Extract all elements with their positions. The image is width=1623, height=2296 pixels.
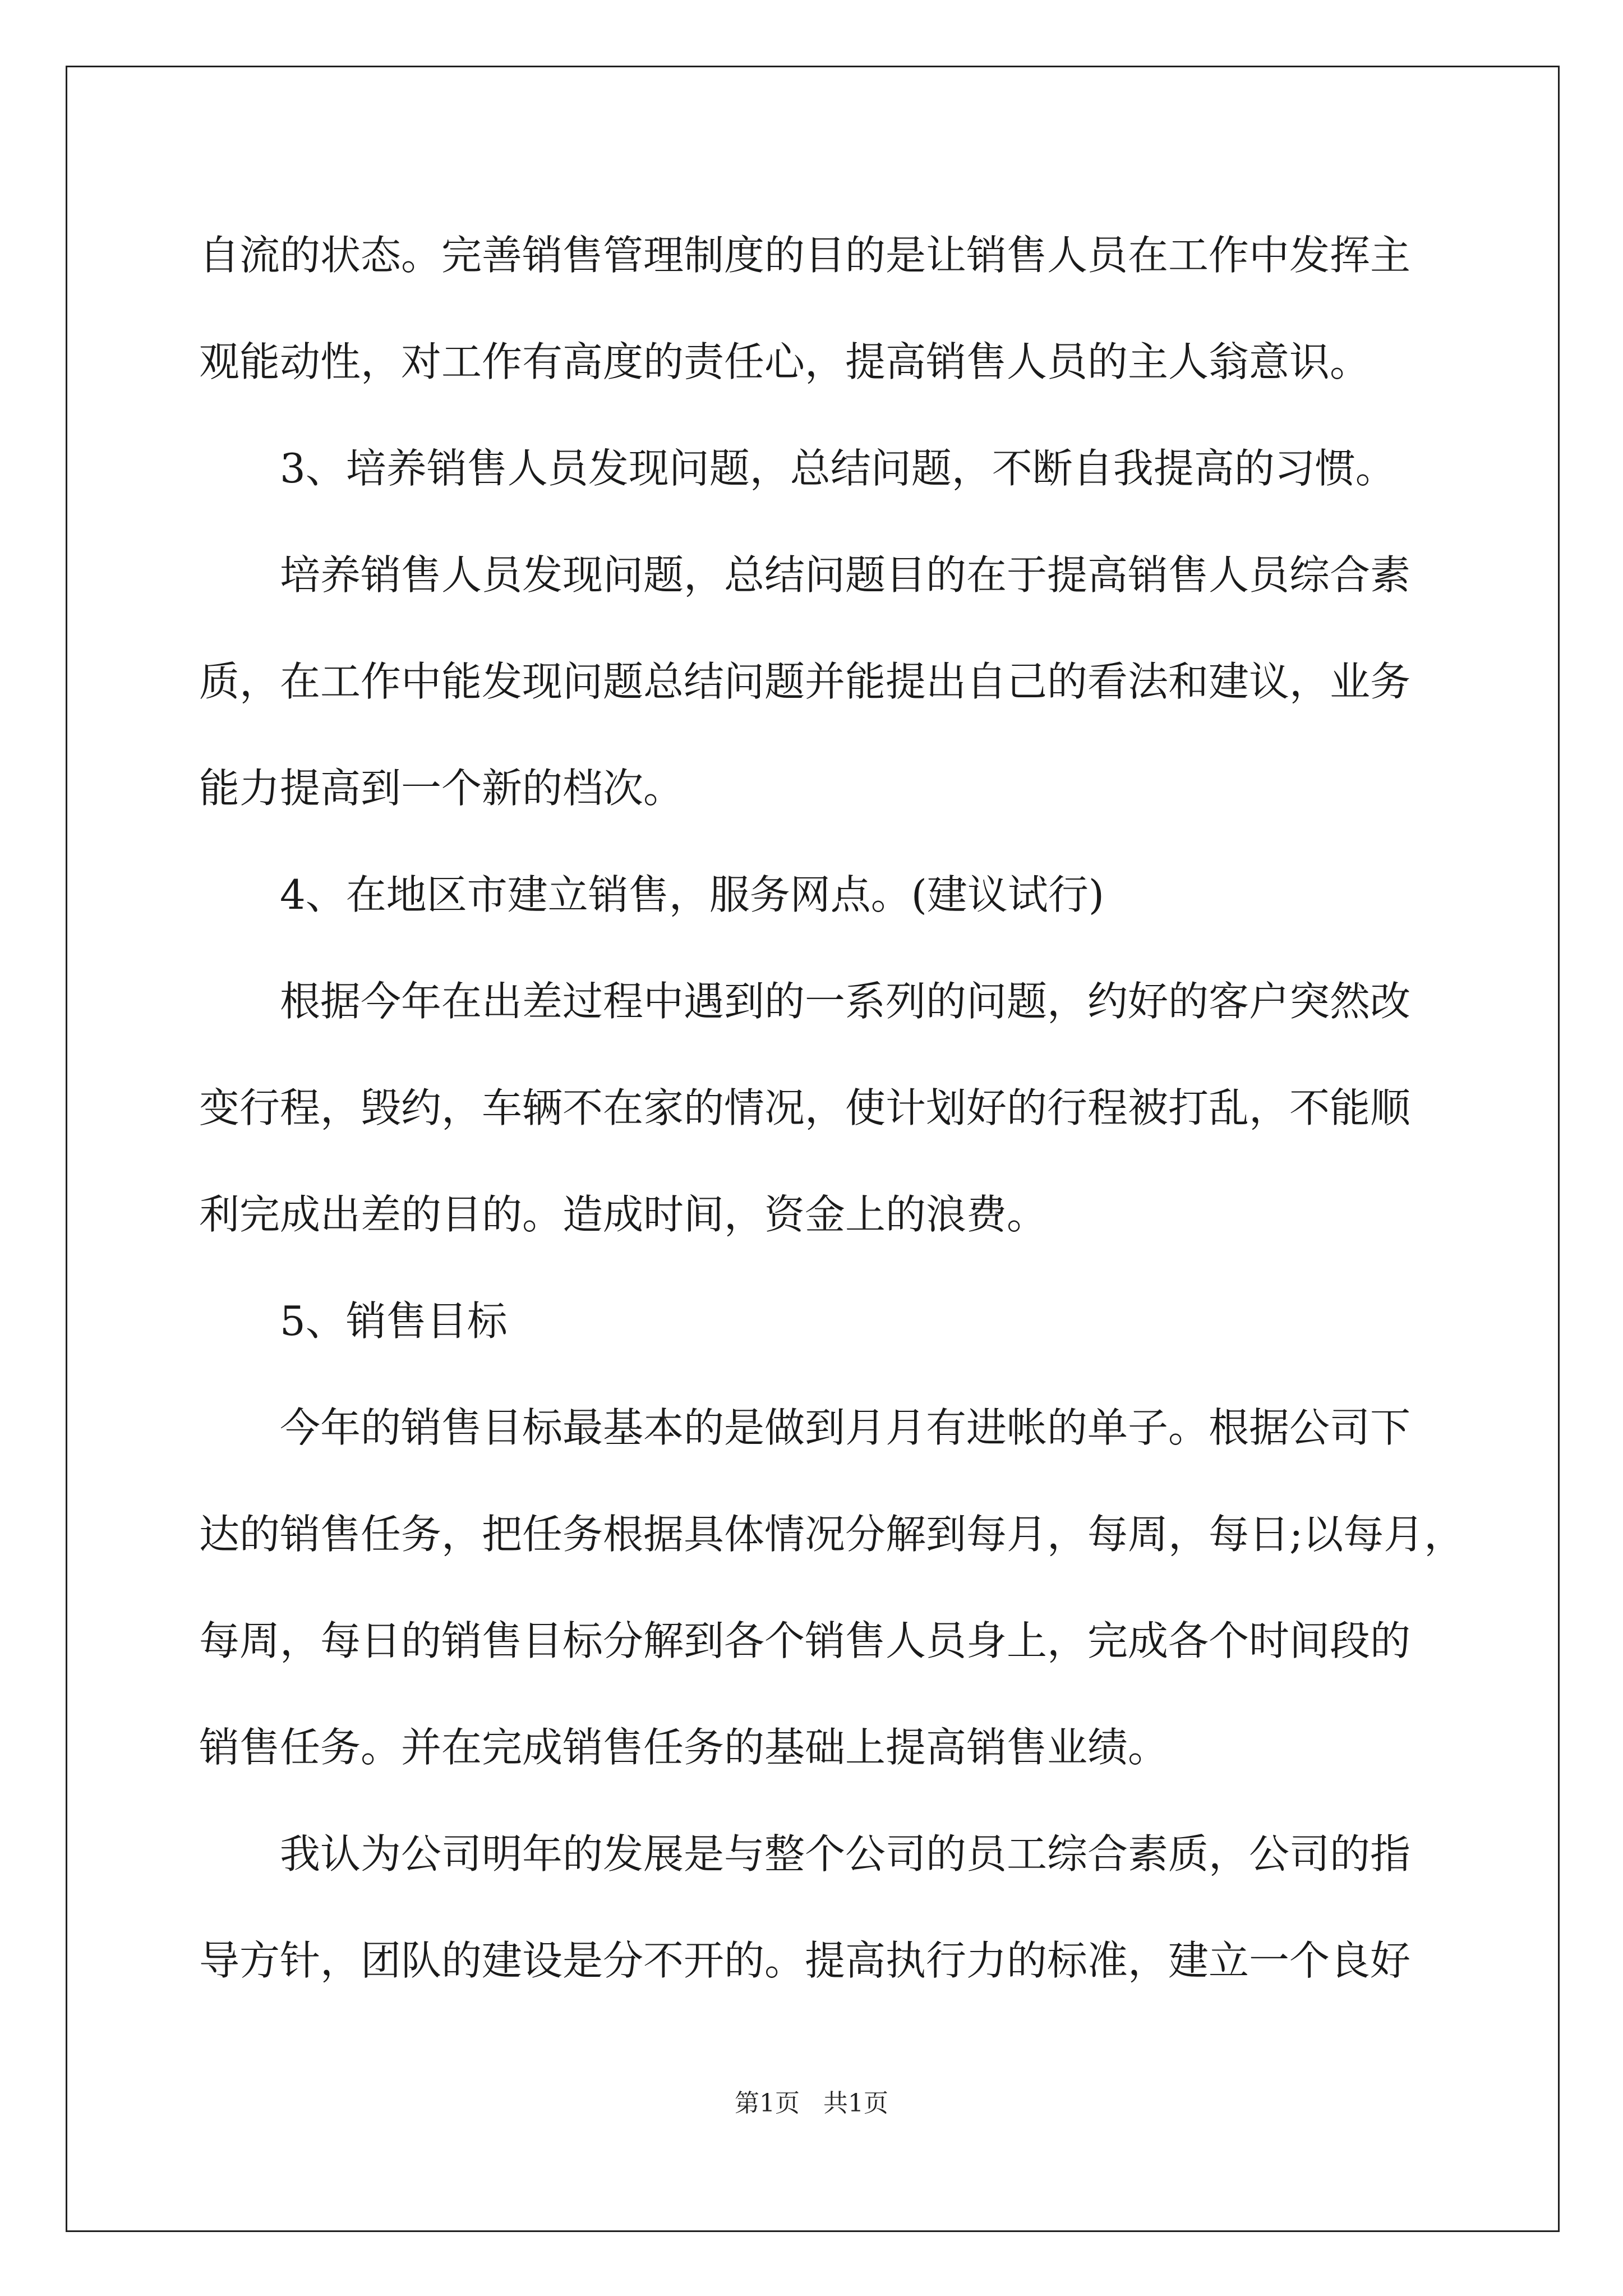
text-line: 每周，每日的销售目标分解到各个销售人员身上，完成各个时间段的 [199, 1617, 1411, 1664]
section-heading: 3、培养销售人员发现问题，总结问题，不断自我提高的习惯。 [280, 445, 1396, 492]
text-line: 能力提高到一个新的档次。 [199, 765, 684, 812]
text-line: 利完成出差的目的。造成时间，资金上的浪费。 [199, 1191, 1048, 1238]
text-line: 培养销售人员发现问题，总结问题目的在于提高销售人员综合素 [280, 551, 1411, 599]
text-line: 销售任务。并在完成销售任务的基础上提高销售业绩。 [199, 1724, 1169, 1771]
text-line: 自流的状态。完善销售管理制度的目的是让销售人员在工作中发挥主 [199, 232, 1411, 279]
text-line: 今年的销售目标最基本的是做到月月有进帐的单子。根据公司下 [280, 1404, 1411, 1451]
text-line: 我认为公司明年的发展是与整个公司的员工综合素质，公司的指 [280, 1830, 1411, 1878]
text-line: 质，在工作中能发现问题总结问题并能提出自己的看法和建议，业务 [199, 658, 1411, 705]
page-footer: 第1页 共1页 [735, 2089, 888, 2118]
text-line: 导方针，团队的建设是分不开的。提高执行力的标准，建立一个良好 [199, 1937, 1411, 1984]
section-heading: 4、在地区市建立销售，服务网点。(建议试行) [280, 871, 1104, 918]
section-heading: 5、销售目标 [280, 1297, 508, 1345]
document-body [199, 202, 1465, 2014]
text-line: 变行程，毁约，车辆不在家的情况，使计划好的行程被打乱，不能顺 [199, 1084, 1411, 1131]
text-line: 根据今年在出差过程中遇到的一系列的问题，约好的客户突然改 [280, 978, 1411, 1025]
text-line: 观能动性，对工作有高度的责任心，提高销售人员的主人翁意识。 [199, 338, 1371, 385]
text-line: 达的销售任务，把任务根据具体情况分解到每月，每周，每日;以每月， [199, 1511, 1465, 1558]
